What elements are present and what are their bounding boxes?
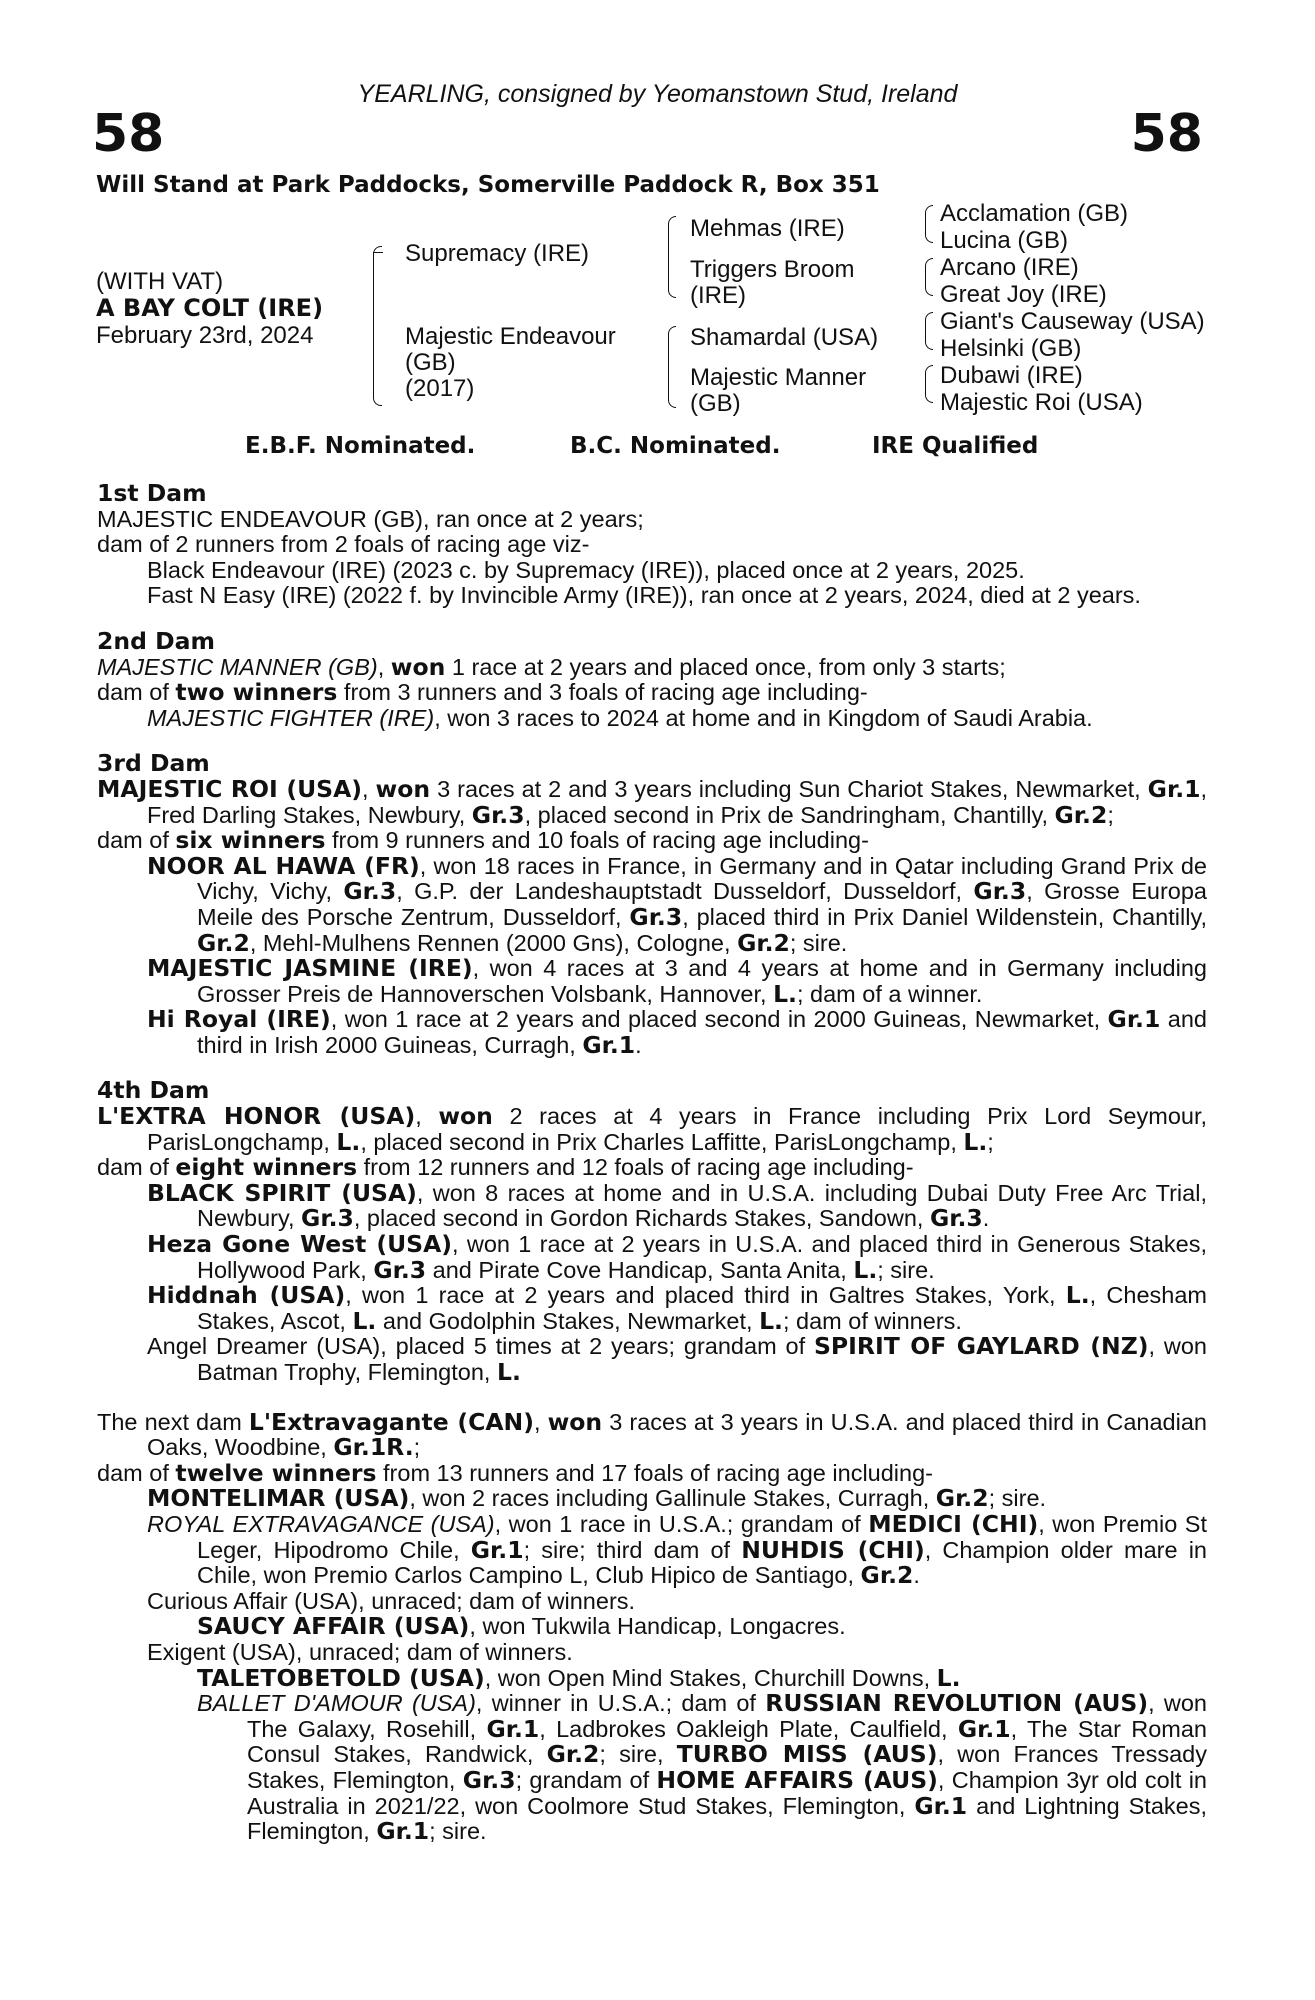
dsd: Helsinki (GB) xyxy=(940,335,1082,362)
dam-name: L'Extravagante (CAN) xyxy=(248,1407,534,1436)
section-heading: 2nd Dam xyxy=(97,626,215,655)
sire-name: Supremacy (IRE) xyxy=(405,240,590,267)
grand-offspring-entry: SAUCY AFFAIR (USA), won Tukwila Handicap, Longacres. xyxy=(197,1612,846,1641)
offspring-entry: MONTELIMAR (USA), won 2 races including Gallinule Stakes, Curragh, Gr.2; sire. xyxy=(147,1484,1047,1513)
offspring-entry: Curious Affair (USA), unraced; dam of winners. xyxy=(147,1587,636,1614)
sdd: Great Joy (IRE) xyxy=(940,281,1107,308)
brace-tip xyxy=(373,252,383,253)
stand-location: Will Stand at Park Paddocks, Somerville Paddock R, Box 351 xyxy=(96,172,880,198)
offspring-entry: Exigent (USA), unraced; dam of winners. xyxy=(147,1638,573,1665)
ssd: Lucina (GB) xyxy=(940,227,1069,254)
sire-sire: Mehmas (IRE) xyxy=(690,215,845,242)
sds: Arcano (IRE) xyxy=(940,254,1079,281)
section-heading: 3rd Dam xyxy=(97,749,210,778)
ddd: Majestic Roi (USA) xyxy=(940,389,1143,416)
pedigree-brace xyxy=(373,246,382,406)
lot-number-left: 58 xyxy=(92,104,165,164)
dam-name: MAJESTIC MANNER (GB) xyxy=(97,653,378,680)
gen3-brace-3 xyxy=(925,312,933,350)
horse-name: A BAY COLT (IRE) xyxy=(96,294,324,322)
gen3-brace-2 xyxy=(925,258,933,296)
vat-note: (WITH VAT) xyxy=(96,268,224,295)
offspring-entry: MAJESTIC FIGHTER (IRE), won 3 races to 2024 at home and in Kingdom of Saudi Arabia. xyxy=(147,704,1093,731)
dam-name: MAJESTIC ENDEAVOUR (GB) xyxy=(97,505,423,532)
grand-offspring-entry: TALETOBETOLD (USA), won Open Mind Stakes, Churchill Downs, L. xyxy=(197,1663,961,1692)
dam-record: L'EXTRA HONOR (USA), won 2 races at 4 years in France including Prix Lord Seymour, ParisLongchamp, L., placed second in Prix Charles Laffitte, ParisLongchamp, L.; xyxy=(97,1102,1208,1156)
dam-produce: dam of two winners from 3 runners and 3 foals of racing age including- xyxy=(97,678,868,707)
dam-name: MAJESTIC ROI (USA) xyxy=(97,774,363,803)
offspring-entry: Fast N Easy (IRE) (2022 f. by Invincible Army (IRE)), ran once at 2 years, 2024, died at 2 years. xyxy=(147,582,1141,609)
dam-record: MAJESTIC MANNER (GB), won 1 race at 2 years and placed once, from only 3 starts; xyxy=(97,652,1006,681)
first-dam-section xyxy=(97,481,1207,609)
dam-foaled-year: (2017) xyxy=(405,375,475,402)
dss: Giant's Causeway (USA) xyxy=(940,308,1205,335)
dam-name: L'EXTRA HONOR (USA) xyxy=(97,1102,416,1131)
next-dam-section xyxy=(97,1407,1208,1846)
bc-nominated: B.C. Nominated. xyxy=(570,433,781,459)
dam-record: The next dam L'Extravagante (CAN), won 3 races at 3 years in U.S.A. and placed third in Canadian Oaks, Woodbine, Gr.1R.; xyxy=(97,1407,1207,1462)
foaling-date: February 23rd, 2024 xyxy=(96,322,314,349)
sire-brace xyxy=(668,216,676,298)
gen3-brace-4 xyxy=(925,365,933,403)
sss: Acclamation (GB) xyxy=(940,200,1129,227)
dam-produce: dam of twelve winners from 13 runners and 17 foals of racing age including- xyxy=(97,1458,933,1487)
offspring-entry: ROYAL EXTRAVAGANCE (USA), won 1 race in U.S.A.; grandam of MEDICI (CHI), won Premio St Leger, Hipodromo Chile, Gr.1; sire; third dam of NUHDIS (CHI), Champion older mare in Chile, won Premio Carlos Campino L, Club Hipico de Santiago, Gr.2. xyxy=(147,1509,1208,1590)
section-heading: 4th Dam xyxy=(97,1076,210,1105)
grand-offspring-entry: BALLET D'AMOUR (USA), winner in U.S.A.; dam of RUSSIAN REVOLUTION (AUS), won The Galaxy, Rosehill, Gr.1, Ladbrokes Oakleigh Plate, Caulfield, Gr.1, The Star Roman Consul Stakes, Randwick, Gr.2; sire, TURBO MISS (AUS), won Frances Tressady Stakes, Flemington, Gr.3; grandam of HOME AFFAIRS (AUS), Champion 3yr old colt in Australia in 2021/22, won Coolmore Stud Stakes, Flemington, Gr.1 and Lightning Stakes, Flemington, Gr.1; sire. xyxy=(197,1689,1207,1846)
dam-record: MAJESTIC ENDEAVOUR (GB), ran once at 2 years; xyxy=(97,505,644,532)
ire-qualified: IRE Qualified xyxy=(872,433,1039,459)
third-dam-section xyxy=(97,751,1207,1058)
offspring-entry: Heza Gone West (USA), won 1 race at 2 years in U.S.A. and placed third in Generous Stakes, Hollywood Park, Gr.3 and Pirate Cove Handicap, Santa Anita, L.; sire. xyxy=(147,1230,1207,1284)
dam-produce: dam of six winners from 9 runners and 10 foals of racing age including- xyxy=(97,826,869,855)
sire-dam-line2: (IRE) xyxy=(690,282,746,309)
ebf-nominated: E.B.F. Nominated. xyxy=(245,433,476,459)
family-notes xyxy=(97,481,1207,1845)
dds: Dubawi (IRE) xyxy=(940,362,1083,389)
section-heading: 1st Dam xyxy=(97,479,207,507)
offspring-entry: Hiddnah (USA), won 1 race at 2 years and placed third in Galtres Stakes, York, L., Chesham Stakes, Ascot, L. and Godolphin Stakes, Newmarket, L.; dam of winners. xyxy=(147,1281,1207,1335)
dam-produce: dam of 2 runners from 2 foals of racing age viz- xyxy=(97,531,590,558)
sire-dam-line1: Triggers Broom xyxy=(690,256,855,283)
offspring-entry: NOOR AL HAWA (FR), won 18 races in France, in Germany and in Qatar including Grand Prix de Vichy, Vichy, Gr.3, G.P. der Landeshauptstadt Dusseldorf, Dusseldorf, Gr.3, Grosse Europa Meile des Porsche Zentrum, Dusseldorf, Gr.3, placed third in Prix Daniel Wildenstein, Chantilly, Gr.2, Mehl-Mulhens Rennen (2000 Gns), Cologne, Gr.2; sire. xyxy=(147,851,1208,957)
gen3-brace-1 xyxy=(925,205,933,243)
offspring-entry: Hi Royal (IRE), won 1 race at 2 years and placed second in 2000 Guineas, Newmarket, Gr.1 and third in Irish 2000 Guineas, Curragh, Gr.1. xyxy=(147,1005,1207,1059)
lot-number-right: 58 xyxy=(1130,104,1203,164)
offspring-entry: MAJESTIC JASMINE (IRE), won 4 races at 3 and 4 years at home and in Germany including Grosser Preis de Hannoverschen Volsbank, Hannover, L.; dam of a winner. xyxy=(147,954,1207,1008)
offspring-entry: BLACK SPIRIT (USA), won 8 races at home and in U.S.A. including Dubai Duty Free Arc Trial, Newbury, Gr.3, placed second in Gordon Richards Stakes, Sandown, Gr.3. xyxy=(147,1178,1207,1233)
dam-name-line1: Majestic Endeavour xyxy=(405,323,616,350)
dam-brace xyxy=(668,326,676,408)
second-dam-section xyxy=(97,626,1207,731)
offspring-entry: Angel Dreamer (USA), placed 5 times at 2 years; grandam of SPIRIT OF GAYLARD (NZ), won Batman Trophy, Flemington, L. xyxy=(147,1332,1208,1386)
dam-dam-line2: (GB) xyxy=(690,390,741,417)
fourth-dam-section xyxy=(97,1078,1207,1385)
dam-name-line2: (GB) xyxy=(405,349,456,376)
dam-record: MAJESTIC ROI (USA), won 3 races at 2 and 3 years including Sun Chariot Stakes, Newmarket, Gr.1, Fred Darling Stakes, Newbury, Gr.3, placed second in Prix de Sandringham, Chantilly, Gr.2; xyxy=(97,774,1208,829)
catalogue-subtitle: YEARLING, consigned by Yeomanstown Stud, Ireland xyxy=(357,80,958,108)
dam-sire: Shamardal (USA) xyxy=(690,324,879,351)
dam-produce: dam of eight winners from 12 runners and 12 foals of racing age including- xyxy=(97,1153,914,1182)
offspring-entry: Black Endeavour (IRE) (2023 c. by Supremacy (IRE)), placed once at 2 years, 2025. xyxy=(147,556,1025,583)
dam-dam-line1: Majestic Manner xyxy=(690,364,867,391)
